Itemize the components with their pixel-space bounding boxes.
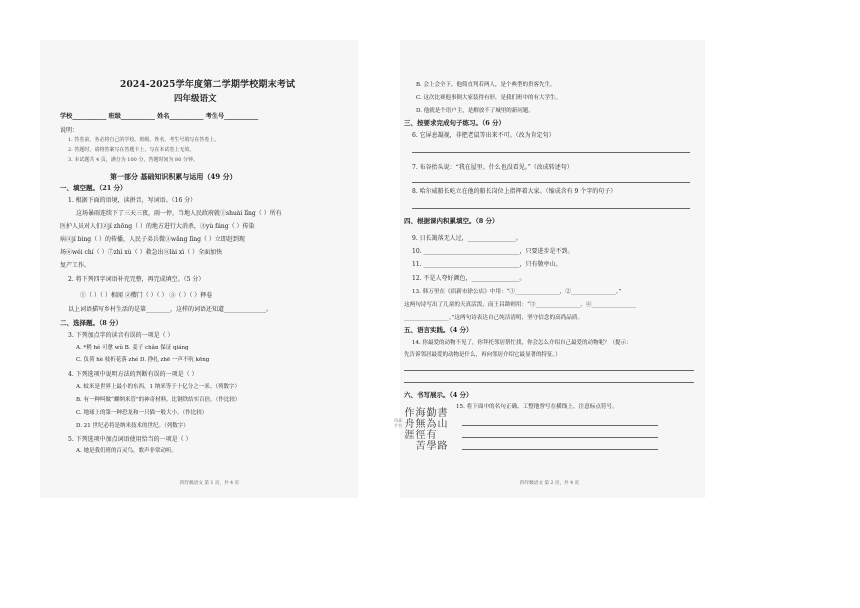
q4-option-d: D. 21 世纪必将是纳米技术的世纪。（列数字） — [76, 423, 189, 429]
q2-items: ①（ ）（ ）相闻 ②樱门（ ）（ ） ③（ ）（ ）释卷 — [80, 292, 213, 299]
seal-mark: 印章手书 — [394, 418, 402, 428]
q14-line-2: 先告诉邻居最爱的动物是什么，再向邻居介绍它最显著的特征。） — [404, 352, 561, 358]
calligraphy-sample: 作海勤書 舟無為山 涯徑有 苦學路 — [404, 408, 448, 452]
page-footer: 四年级语文 第 1 页，共 4 页 — [180, 481, 240, 486]
answer-line — [412, 182, 690, 183]
exam-page-1 — [40, 40, 358, 498]
q4-option-a: A. 蚊米是世界上最小的东西，1 纳米等于十亿分之一米。（列数字） — [76, 384, 240, 390]
q3-options-ab: A. *稍 hé 可惫 wǔ B. 姜子 chǎn 保证 qiáng — [76, 345, 189, 351]
q1-line-2: 医护人员对人们②jí zhōng（ ）的地方进行大消杀，③yù fáng（ ）传染 — [60, 223, 255, 230]
q5-option-d: D. 他就是个语户主，是解放不了城里的新问题。 — [416, 108, 534, 114]
answer-line — [462, 449, 658, 450]
note-3: 3. 本试题共 4 页，满分为 100 分，答题时间为 80 分钟。 — [68, 157, 198, 163]
answer-line — [412, 152, 690, 153]
question-14: 14. 你最爱的动物不见了，你拜托邻居帮忙找，你会怎么介绍自己最爱的动物呢？（提示： — [412, 340, 632, 346]
section-3-heading: 三、按要求完成句子练习。（6 分） — [404, 119, 506, 127]
q4-option-c: C. 地球上的第一种恐龙和一只猫一般大小。（作比较） — [76, 410, 208, 416]
answer-line — [412, 208, 690, 209]
student-info-line: 学校___________ 班级___________ 姓名___________ 考生号___________ — [60, 113, 259, 120]
question-2: 2. 将下列四字词语补充完整，再完成填空。（5 分） — [68, 276, 205, 283]
question-10: 10. ________________________________，只要进步是不到。 — [412, 248, 574, 255]
q3-options-cd: C. 负荷 hè 枝折花落 zhé D. 挣扎 zhē 一声不吭 kēng — [76, 357, 210, 363]
question-7: 7. 布谷抬头说：“我在屋里。什么也没看见。”（改成转述句） — [412, 164, 573, 171]
section-4-heading: 四、根据课内积累填空。（8 分） — [404, 217, 499, 225]
question-4: 4. 下列选项中说明方法的判断有误的一项是（ ） — [68, 371, 198, 378]
exam-page-2 — [394, 40, 705, 498]
question-1: 1. 根据下面的语境，读拼音，写词语。（16 分） — [68, 197, 197, 204]
note-2: 2. 答题时，请将答案写在答题卡上，写在本试卷上无效。 — [68, 147, 195, 153]
q5-option-b: B. 会上会全下，他简直判若两人，是个典型的贵客先生。 — [416, 82, 556, 88]
q13-line-3: ________________。”这两句诗表达自己纯洁清明、坚守信念的高尚品质。 — [404, 315, 584, 321]
q5-option-c: C. 这次比赛他事倒大家装得有形，是我们班中的有大学生。 — [416, 95, 562, 101]
answer-line — [404, 382, 694, 383]
answer-line — [462, 425, 658, 426]
q13-line-2: 这两句诗写出了儿童的天真活泼，而王昌龄则用：“③________________，④________________ — [404, 302, 637, 308]
part1-title: 第一部分 基础知识积累与运用（49 分） — [110, 172, 237, 181]
answer-line — [404, 370, 694, 371]
question-15: 15. 将下面中的名句正确、工整地誊写在横线上，注意标点符号。 — [456, 404, 618, 410]
q1-line-5: 复产工作。 — [60, 262, 91, 269]
note-1: 1. 答卷前，务必将自己的学校、班级、姓名、考生号填写在答卷上。 — [68, 137, 220, 143]
question-12: 12. 不是人夸好颜色，________________。 — [412, 275, 526, 282]
section-5-heading: 五、语言实践。（4 分） — [404, 326, 473, 334]
question-5: 5. 下列选项中加点词语使用恰当的一项是（ ） — [68, 436, 192, 443]
q1-line-3: 病④jí bìng（ ）的传播，人民子弟兵微③wǎng lǐng（ ）立即赶到现 — [60, 236, 245, 243]
section-1-heading: 一、填空题。（21 分） — [60, 184, 127, 192]
answer-line — [462, 437, 658, 438]
q1-line-1: 这场暴雨连续下了三天三夜，雨一停，当地人民政府就①shuài lǐng（ ）所有 — [76, 210, 282, 217]
question-11: 11. ________________________________，只有敬亭山。 — [412, 261, 562, 268]
q4-option-b: B. 有一种叫做“螺纳米管”的神奇材料，比钢铁结实百倍。（作比较） — [76, 397, 241, 403]
section-6-heading: 六、书写展示。（4 分） — [404, 391, 473, 399]
q1-line-4: 场⑥wéi chí（ ）⑦zhì xù（ ）救急出⑧lài xì（ ）全面加快 — [60, 249, 223, 256]
question-13: 13. 韩万里在《宿新市徐公店》中用：“①________________，②________________。” — [412, 289, 622, 295]
q5-option-a: A. 她是我们班的百灵鸟，歌声非常动听。 — [76, 448, 177, 454]
question-8: 8. 哈尔威船长屹立在他的船长岗位上指挥着大家。（缩成含有 9 个字的句子） — [412, 188, 617, 195]
question-9: 9. 日长篱落无人过，________________。 — [412, 235, 522, 242]
page-footer: 四年级语文 第 2 页，共 4 页 — [520, 481, 580, 486]
section-2-heading: 二、选择题。（8 分） — [60, 319, 123, 327]
exam-title: 2024-2025学年度第二学期学校期末考试 — [120, 80, 296, 90]
notes-label: 说明： — [60, 127, 79, 134]
question-3: 3. 下列加点字的读音有误的一项是（ ） — [68, 332, 174, 339]
question-6: 6. 它屏息凝视，非把老鼠等出来不可。（改为肯定句） — [412, 132, 555, 139]
q2-line-2: 以上词语描写乡村生活的是第________，这样的词语还知道______________。 — [68, 306, 273, 313]
exam-subtitle: 四年级语文 — [174, 94, 217, 104]
